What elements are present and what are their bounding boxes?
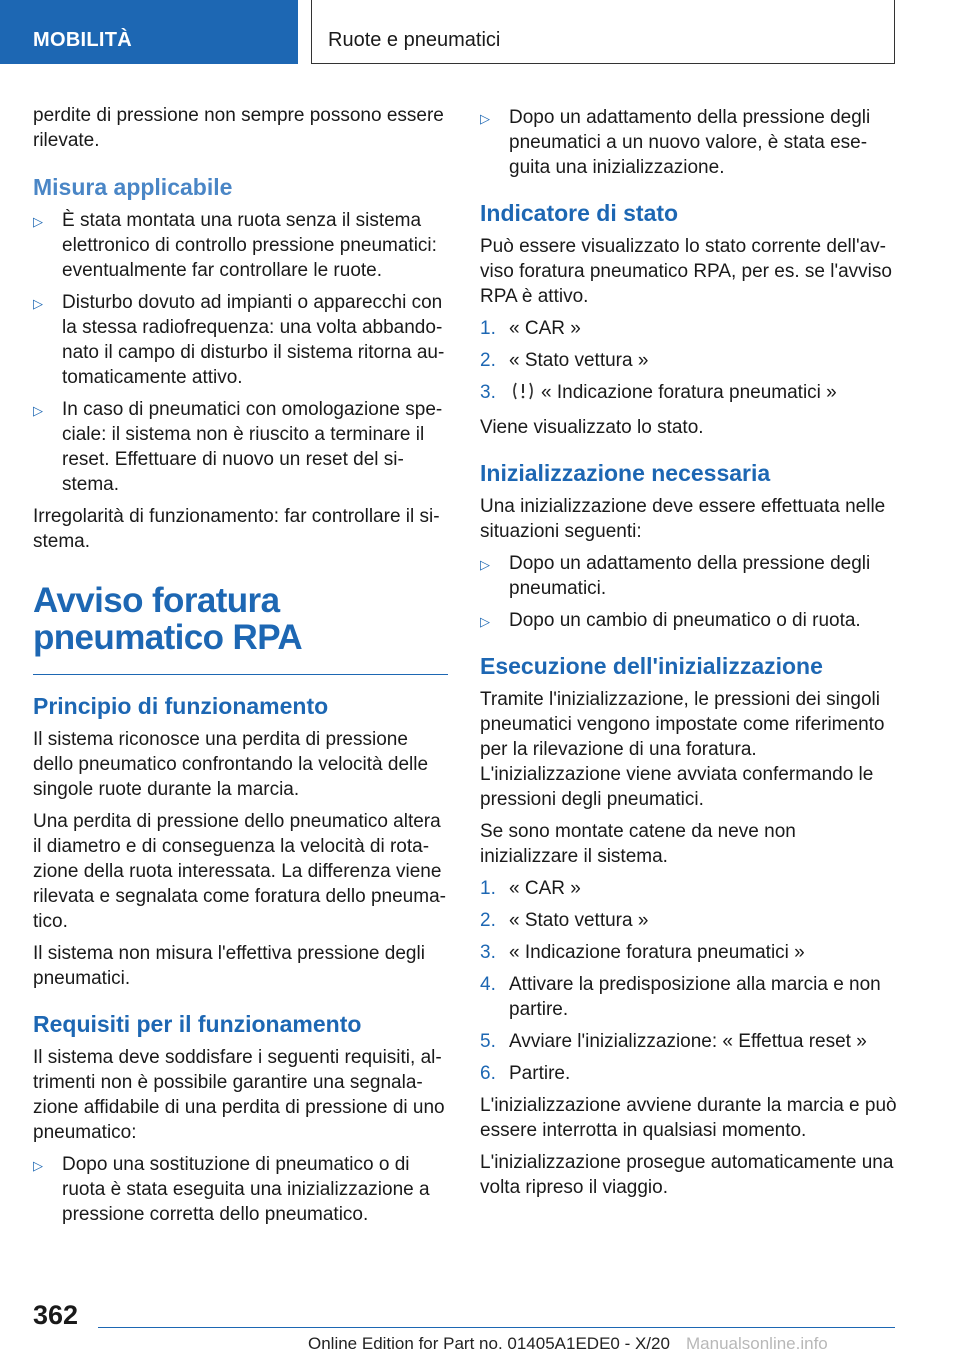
intro-paragraph: perdite di pressione non sempre possono essere rilevate. [33,105,444,151]
step-number: 1. [480,318,496,339]
step-item [480,972,898,1022]
bullet-triangle-icon: ▷ [480,557,490,572]
step-number: 5. [480,1031,496,1052]
indicatore-after-paragraph: Viene visualizzato lo stato. [480,417,704,438]
list-item [480,608,898,633]
principio-heading: Principio di funzionamento [33,693,329,719]
principio-paragraph-2: Una perdita di pressione dello pneumatico altera il diametro e di conseguenza la velocità di rotazione della ruota interessata. La differenza viene rilevata e segnalata come foratura dello pneumatico. [33,811,446,932]
list-item-text: Disturbo dovuto ad impianti o apparecchi con la stessa radiofrequenza: una volta abbandonato il campo di disturbo il sistema ritorna automaticamente attivo. [62,292,445,388]
list-item-text: Dopo un adattamento della pressione degli pneumatici a un nuovo valore, è stata eseguita una inizializzazione. [509,107,871,178]
inizializzazione-paragraph: Una inizializzazione deve essere effettuata nelle situazioni seguenti: [480,496,886,542]
bullet-triangle-icon: ▷ [33,214,43,229]
list-item [33,397,448,497]
step-text: « Stato vettura » [509,910,649,931]
step-item [480,316,898,341]
footer-edition: Online Edition for Part no. 01405A1EDE0 - X/20 [308,1334,670,1353]
requisiti-paragraph: Il sistema deve soddisfare i seguenti requisiti, altrimenti non è possibile garantire una segnalazione affidabile di una perdita di pressione di uno pneumatico: [33,1047,445,1143]
step-text: Attivare la predisposizione alla marcia e non partire. [509,974,881,1020]
step-item [480,908,898,933]
indicatore-paragraph: Può essere visualizzato lo stato corrente dell'avviso foratura pneumatico RPA, per es. se l'avviso RPA è attivo. [480,236,892,307]
step-number: 3. [480,942,496,963]
rpa-section-title: Avviso foratura pneumatico RPA [33,581,303,657]
step-number: 3. [480,382,496,403]
bullet-triangle-icon: ▷ [33,296,43,311]
step-number: 2. [480,910,496,931]
inizializzazione-heading: Inizializzazione necessaria [480,460,771,486]
bullet-triangle-icon: ▷ [480,614,490,629]
principio-paragraph-1: Il sistema riconosce una perdita di pressione dello pneumatico confrontando la velocità delle singole ruote durante la marcia. [33,729,429,800]
esecuzione-paragraph-3: L'inizializzazione avviene durante la marcia e può essere interrotta in qualsiasi momento. [480,1095,897,1141]
step-text: « Indicazione foratura pneumatici » [541,382,837,403]
step-text: « CAR » [509,318,581,339]
esecuzione-paragraph-1: Tramite l'inizializzazione, le pressioni dei singoli pneumatici vengono impostate come riferimento per la rilevazione di una foratura. L'inizializzazione viene avviata confermando le pressioni degli pneumatici. [480,689,885,810]
list-item [480,105,898,180]
step-number: 1. [480,878,496,899]
header-section-label: MOBILITÀ [33,29,133,51]
step-item [480,1061,898,1086]
indicatore-heading: Indicatore di stato [480,200,679,226]
step-text: « Stato vettura » [509,350,649,371]
step-number: 2. [480,350,496,371]
right-column [480,105,898,1207]
misura-after-paragraph: Irregolarità di funzionamento: far controllare il sistema. [33,506,440,552]
bullet-triangle-icon: ▷ [33,1158,43,1173]
step-text: « CAR » [509,878,581,899]
step-item [480,380,898,408]
principio-paragraph-3: Il sistema non misura l'effettiva pressione degli pneumatici. [33,943,425,989]
list-item [33,208,448,283]
list-item [33,1152,448,1227]
header-chapter-label: Ruote e pneumatici [328,29,501,51]
step-item [480,940,898,965]
watermark: Manualsonline.info [686,1334,828,1353]
step-item [480,348,898,373]
step-text: Avviare l'inizializzazione: « Effettua reset » [509,1031,867,1052]
list-item [33,290,448,390]
step-number: 4. [480,974,496,995]
list-item-text: In caso di pneumatici con omologazione speciale: il sistema non è riuscito a terminare il reset. Effettuare di nuovo un reset del sistema. [62,399,443,495]
header-section-tab [0,0,298,64]
esecuzione-paragraph-2: Se sono montate catene da neve non inizializzare il sistema. [480,821,796,867]
footer-divider [98,1327,895,1328]
esecuzione-heading: Esecuzione dell'inizializzazione [480,653,823,679]
left-column [33,103,448,1234]
esecuzione-paragraph-4: L'inizializzazione prosegue automaticamente una volta ripreso il viaggio. [480,1152,894,1198]
misura-heading: Misura applicabile [33,174,233,200]
header-chapter-box [311,0,895,64]
list-item-text: Dopo un cambio di pneumatico o di ruota. [509,610,861,631]
list-item [480,551,898,601]
list-item-text: È stata montata una ruota senza il sistema elettronico di controllo pressione pneumatici: eventualmente far controllare le ruote. [62,210,437,281]
step-text: « Indicazione foratura pneumatici » [509,942,805,963]
step-text: Partire. [509,1063,571,1084]
bullet-triangle-icon: ▷ [33,403,43,418]
requisiti-heading: Requisiti per il funzionamento [33,1011,362,1037]
step-number: 6. [480,1063,496,1084]
tire-warning-icon [511,381,535,408]
page-number: 362 [33,1300,79,1330]
section-divider [33,674,448,675]
step-item [480,1029,898,1054]
step-item [480,876,898,901]
list-item-text: Dopo una sostituzione di pneumatico o di ruota è stata eseguita una inizializzazione a pressione corretta dello pneumatico. [62,1154,430,1225]
list-item-text: Dopo un adattamento della pressione degli pneumatici. [509,553,871,599]
bullet-triangle-icon: ▷ [480,111,490,126]
